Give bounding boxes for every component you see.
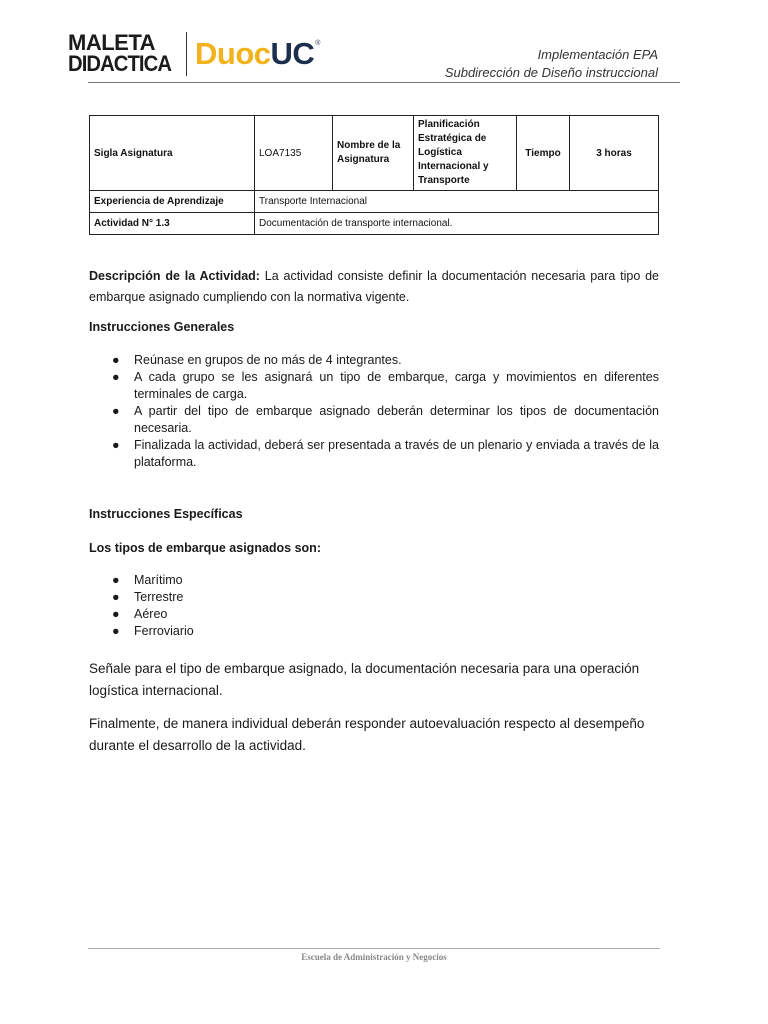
bullet-icon: ● xyxy=(112,607,120,621)
list-item: ● Marítimo xyxy=(112,573,183,587)
experiencia-label: Experiencia de Aprendizaje xyxy=(90,191,255,213)
nombre-label: Nombre de la Asignatura xyxy=(333,116,414,191)
table-row xyxy=(90,116,659,191)
footer-text: Escuela de Administración y Negocios xyxy=(301,952,447,962)
paragraph-senale: Señale para el tipo de embarque asignado, la documentación necesaria para una operación logística internacional. xyxy=(89,661,640,698)
logo-registered-mark: ® xyxy=(315,40,320,47)
list-item: ● Aéreo xyxy=(112,607,168,621)
bullet-icon: ● xyxy=(112,404,120,418)
list-item: ● Reúnase en grupos de no más de 4 integrantes. xyxy=(112,353,402,367)
bullet-icon: ● xyxy=(112,353,120,367)
sigla-value: LOA7135 xyxy=(255,116,333,191)
header-rule xyxy=(88,82,680,83)
list-item: ● A cada grupo se les asignará un tipo de embarque, carga y movimientos en diferentes terminales de carga. xyxy=(112,370,659,401)
maleta-didactica-logo xyxy=(68,30,180,76)
descripcion-text: La actividad consiste definir la documentación necesaria para tipo de embarque asignado cumpliendo con la normativa vigente. xyxy=(89,269,659,304)
actividad-label: Actividad N° 1.3 xyxy=(90,213,255,235)
nombre-value: Planificación Estratégica de Logística Internacional y Transporte xyxy=(414,116,517,191)
bullet-icon: ● xyxy=(112,438,120,452)
paragraph-finalmente: Finalmente, de manera individual deberán responder autoevaluación respecto al desempeño durante el desarrollo de la actividad. xyxy=(89,716,645,753)
list-item: ● Ferroviario xyxy=(112,624,194,638)
list-item: ● Terrestre xyxy=(112,590,184,604)
logo-didactica-text: DIDACTICA xyxy=(68,51,172,76)
instrucciones-especificas-heading: Instrucciones Específicas xyxy=(89,507,243,521)
tipos-embarque-subheading: Los tipos de embarque asignados son: xyxy=(89,541,321,555)
sigla-label: Sigla Asignatura xyxy=(90,116,255,191)
logo-uc-text: UC xyxy=(270,36,315,71)
header-title-block xyxy=(445,46,658,82)
course-info-table xyxy=(89,115,659,235)
instrucciones-generales-heading: Instrucciones Generales xyxy=(89,320,235,334)
header-title-line2: Subdirección de Diseño instruccional xyxy=(444,65,658,80)
table-row xyxy=(90,213,659,235)
header-title-line1: Implementación EPA xyxy=(537,47,658,62)
list-item: ● Finalizada la actividad, deberá ser presentada a través de un plenario y enviada a través de la plataforma. xyxy=(112,438,659,469)
bullet-icon: ● xyxy=(112,370,120,384)
table-row xyxy=(90,191,659,213)
tiempo-label: Tiempo xyxy=(517,116,570,191)
bullet-icon: ● xyxy=(112,590,120,604)
bullet-icon: ● xyxy=(112,573,120,587)
header-logo xyxy=(68,31,320,77)
duoc-uc-logo xyxy=(195,36,320,72)
actividad-value: Documentación de transporte internacional. xyxy=(255,213,659,235)
list-item: ● A partir del tipo de embarque asignado deberán determinar los tipos de documentación necesaria. xyxy=(112,404,659,435)
experiencia-value: Transporte Internacional xyxy=(255,191,659,213)
descripcion-paragraph xyxy=(89,266,659,308)
tipos-embarque-list xyxy=(89,572,659,640)
descripcion-label: Descripción de la Actividad: xyxy=(89,269,260,283)
logo-duoc-text: Duoc xyxy=(195,36,271,71)
footer-rule xyxy=(88,948,660,949)
instrucciones-generales-list xyxy=(89,352,659,471)
logo-divider xyxy=(186,32,187,76)
bullet-icon: ● xyxy=(112,624,120,638)
tiempo-value: 3 horas xyxy=(570,116,659,191)
logo-maleta-text: MALETA xyxy=(68,30,156,56)
